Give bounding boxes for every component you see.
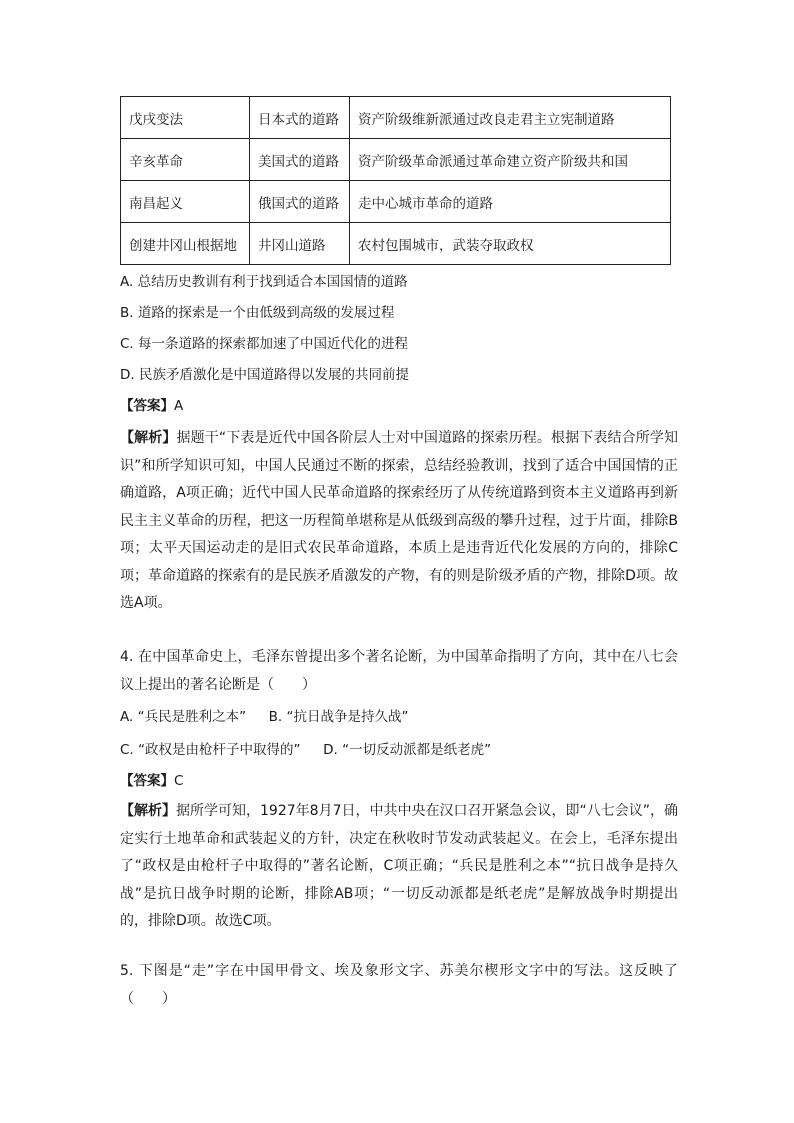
table-cell: 走中心城市革命的道路 bbox=[350, 181, 671, 223]
q4-options-row-1 bbox=[120, 707, 409, 727]
table-cell: 日本式的道路 bbox=[250, 97, 350, 139]
q4-option-b: B. “抗日战争是持久战” bbox=[268, 709, 409, 725]
table-cell: 创建井冈山根据地 bbox=[121, 223, 250, 265]
table-row bbox=[121, 139, 671, 181]
answer-value: C bbox=[174, 773, 184, 789]
q4-stem: 4. 在中国革命史上，毛泽东曾提出多个著名论断，为中国革命指明了方向，其中在八七会议上提出的著名论断是（ ） bbox=[120, 649, 678, 693]
q3-option-a: A. 总结历史教训有利于找到适合本国国情的道路 bbox=[120, 274, 408, 290]
table-cell: 资产阶级革命派通过革命建立资产阶级共和国 bbox=[350, 139, 671, 181]
analysis-text: 据题干“下表是近代中国各阶层人士对中国道路的探索历程。根据下表结合所学知识”和所学知识可知，中国人民通过不断的探索，总结经验教训，找到了适合中国国情的正确道路，A项正确；近代中国人民革命道路的探索经历了从传统道路到资本主义道路再到新民主主义革命的历程，把这一历程简单堪称是从低级到高级的攀升过程，过于片面，排除B项；太平天国运动走的是旧式农民革命道路，本质上是违背近代化发展的方向的，排除C项；革命道路的探索有的是民族矛盾激发的产物，有的则是阶级矛盾的产物，排除D项。故选A项。 bbox=[120, 430, 678, 611]
routes-table bbox=[120, 96, 671, 265]
q4-option-a: A. “兵民是胜利之本” bbox=[120, 709, 247, 725]
q3-option-d: D. 民族矛盾激化是中国道路得以发展的共同前提 bbox=[120, 367, 409, 383]
analysis-text: 据所学可知，1927年8月7日，中共中央在汉口召开紧急会议，即“八七会议”，确定实行土地革命和武装起义的方针，决定在秋收时节发动武装起义。在会上，毛泽东提出了“政权是由枪杆子中取得的”著名论断，C项正确；“兵民是胜利之本”“抗日战争是持久战”是抗日战争时期的论断，排除AB项；“一切反动派都是纸老虎”是解放战争时期提出的，排除D项。故选C项。 bbox=[120, 803, 679, 929]
table-row bbox=[121, 97, 671, 139]
answer-label: 【答案】 bbox=[120, 773, 174, 789]
analysis-label: 【解析】 bbox=[120, 803, 177, 819]
answer-label: 【答案】 bbox=[120, 398, 174, 414]
table-cell: 戊戌变法 bbox=[121, 97, 250, 139]
table-cell: 井冈山道路 bbox=[250, 223, 350, 265]
q3-analysis bbox=[120, 425, 678, 618]
table-cell: 辛亥革命 bbox=[121, 139, 250, 181]
q3-option-b: B. 道路的探索是一个由低级到高级的发展过程 bbox=[120, 305, 395, 321]
table-cell: 美国式的道路 bbox=[250, 139, 350, 181]
answer-value: A bbox=[174, 398, 184, 414]
table-cell: 南昌起义 bbox=[121, 181, 250, 223]
q4-options-row-2 bbox=[120, 740, 491, 760]
table-cell: 农村包围城市，武装夺取政权 bbox=[350, 223, 671, 265]
table-cell: 资产阶级维新派通过改良走君主立宪制道路 bbox=[350, 97, 671, 139]
q5-stem: 5. 下图是“走”字在中国甲骨文、埃及象形文字、苏美尔楔形文字中的写法。这反映了（ ） bbox=[120, 963, 678, 1007]
table-cell: 俄国式的道路 bbox=[250, 181, 350, 223]
table-row bbox=[121, 181, 671, 223]
table-row bbox=[121, 223, 671, 265]
q4-answer bbox=[120, 771, 183, 791]
q3-answer bbox=[120, 396, 183, 416]
q4-option-c: C. “政权是由枪杆子中取得的” bbox=[120, 742, 301, 758]
analysis-label: 【解析】 bbox=[120, 430, 177, 446]
q4-analysis bbox=[120, 798, 678, 936]
q3-option-c: C. 每一条道路的探索都加速了中国近代化的进程 bbox=[120, 336, 409, 352]
q4-option-d: D. “一切反动派都是纸老虎” bbox=[323, 742, 492, 758]
